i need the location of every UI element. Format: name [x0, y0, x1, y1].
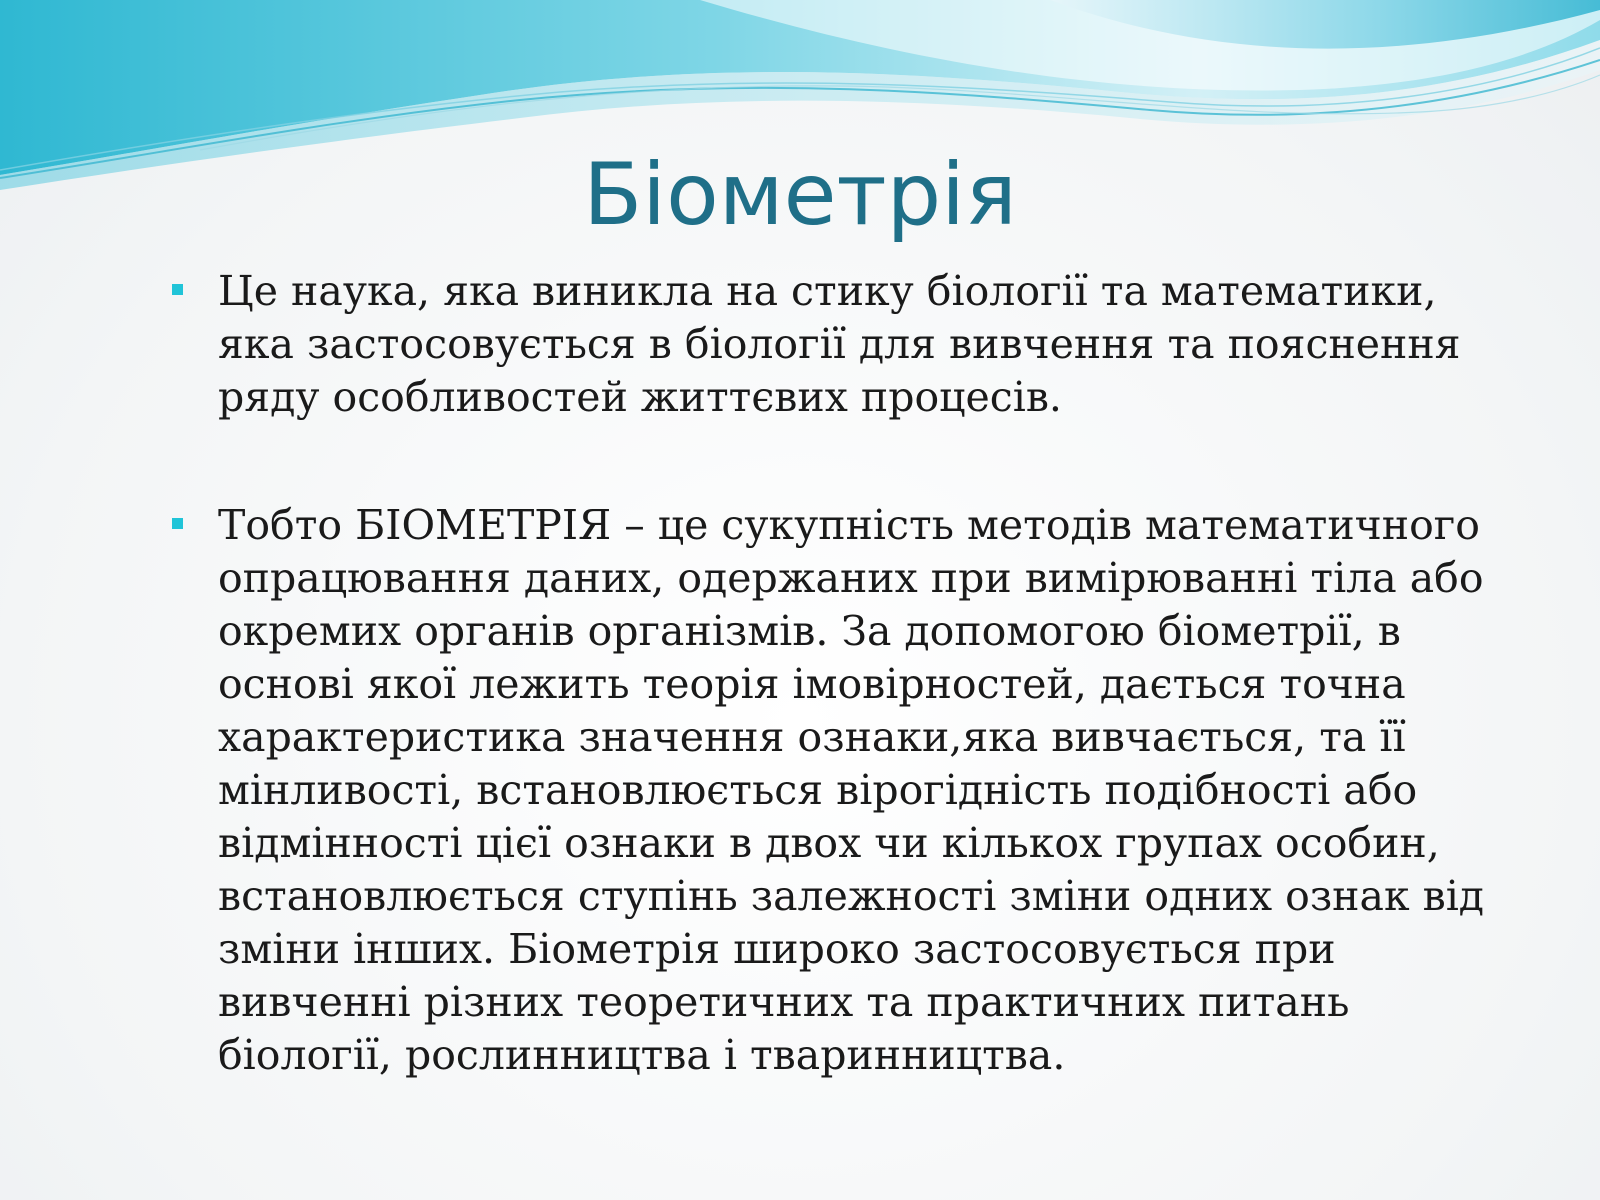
square-bullet-icon [172, 284, 183, 295]
bullet-item [170, 499, 1500, 1082]
bullet-item [170, 265, 1500, 424]
bullet-list [170, 265, 1500, 1082]
square-bullet-icon [172, 518, 183, 529]
bullet-text: Це наука, яка виникла на стику біології та математики, яка застосовується в біології для вивчення та пояснення ряду особливостей життєвих процесів. [218, 267, 1461, 421]
bullet-text: Тобто БІОМЕТРІЯ – це сукупність методів математичного опрацювання даних, одержаних при вимірюванні тіла або окремих органів організмів. За допомогою біометрії, в основі якої лежить теорія імовірностей, дається точна характеристика значення ознаки,яка вивчається, та її мінливості, встановлюється вірогідність подібності або відмінності цієї ознаки в двох чи кількох групах особин, встановлюється ступінь залежності зміни одних ознак від зміни інших. Біометрія широко застосовується при вивченні різних теоретичних та практичних питань біології, рослинництва і тваринництва. [218, 501, 1485, 1079]
slide-title: Біометрія [583, 145, 1017, 245]
